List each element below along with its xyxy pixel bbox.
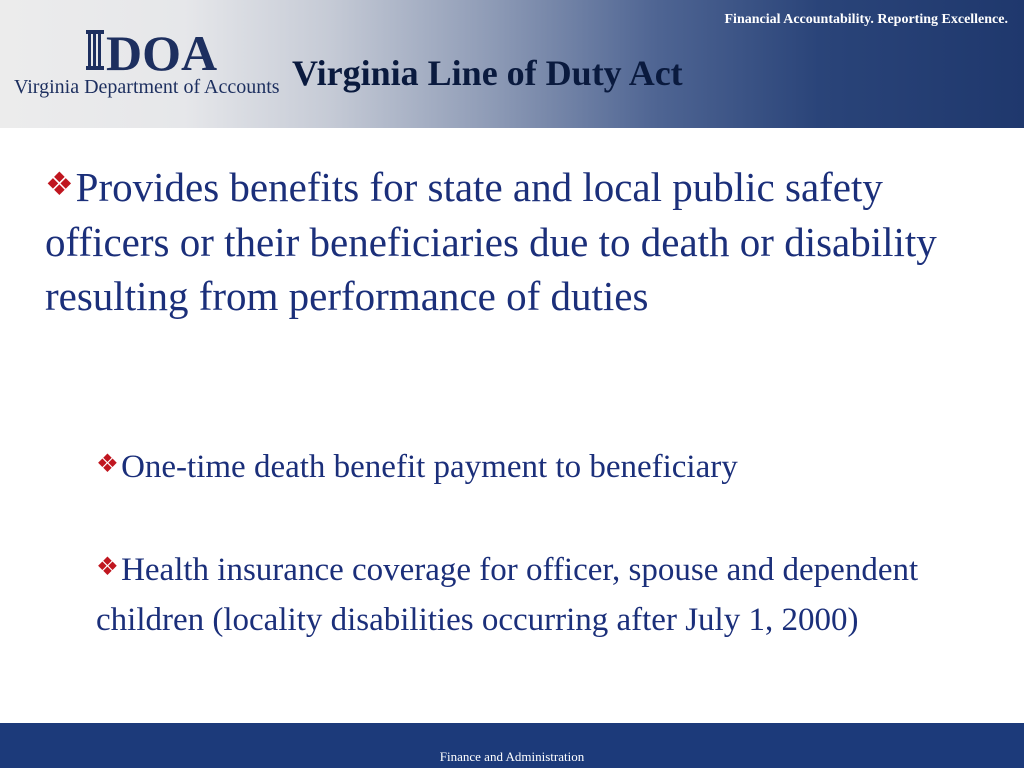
- diamond-bullet-icon: ❖: [96, 552, 120, 582]
- doa-logo-mark: [86, 24, 226, 74]
- slide-content: [0, 128, 1024, 723]
- diamond-bullet-icon: ❖: [45, 167, 74, 203]
- bullet-sub-death-benefit: [96, 446, 996, 489]
- logo-abbrev: DOA: [106, 25, 218, 74]
- footer-text: Finance and Administration: [439, 749, 585, 764]
- diamond-bullet-icon: ❖: [96, 449, 120, 479]
- footer-bar: [0, 723, 1024, 768]
- header-banner: [0, 0, 1024, 128]
- bullet-text: Provides benefits for state and local public safety officers or their beneficiaries due to death or disability resulting from performance of duties: [45, 164, 937, 320]
- bullet-main: [45, 160, 995, 324]
- bullet-sub-health-insurance: [96, 546, 996, 645]
- doa-logo: [14, 24, 284, 104]
- bullet-text: Health insurance coverage for officer, spouse and dependent children (locality disabilities occurring after July 1, 2000): [96, 552, 919, 638]
- tagline: Financial Accountability. Reporting Excellence.: [724, 12, 1008, 27]
- slide-title: Virginia Line of Duty Act: [292, 53, 683, 93]
- bullet-text: One-time death benefit payment to beneficiary: [121, 449, 738, 485]
- logo-org-name: Virginia Department of Accounts: [14, 76, 280, 98]
